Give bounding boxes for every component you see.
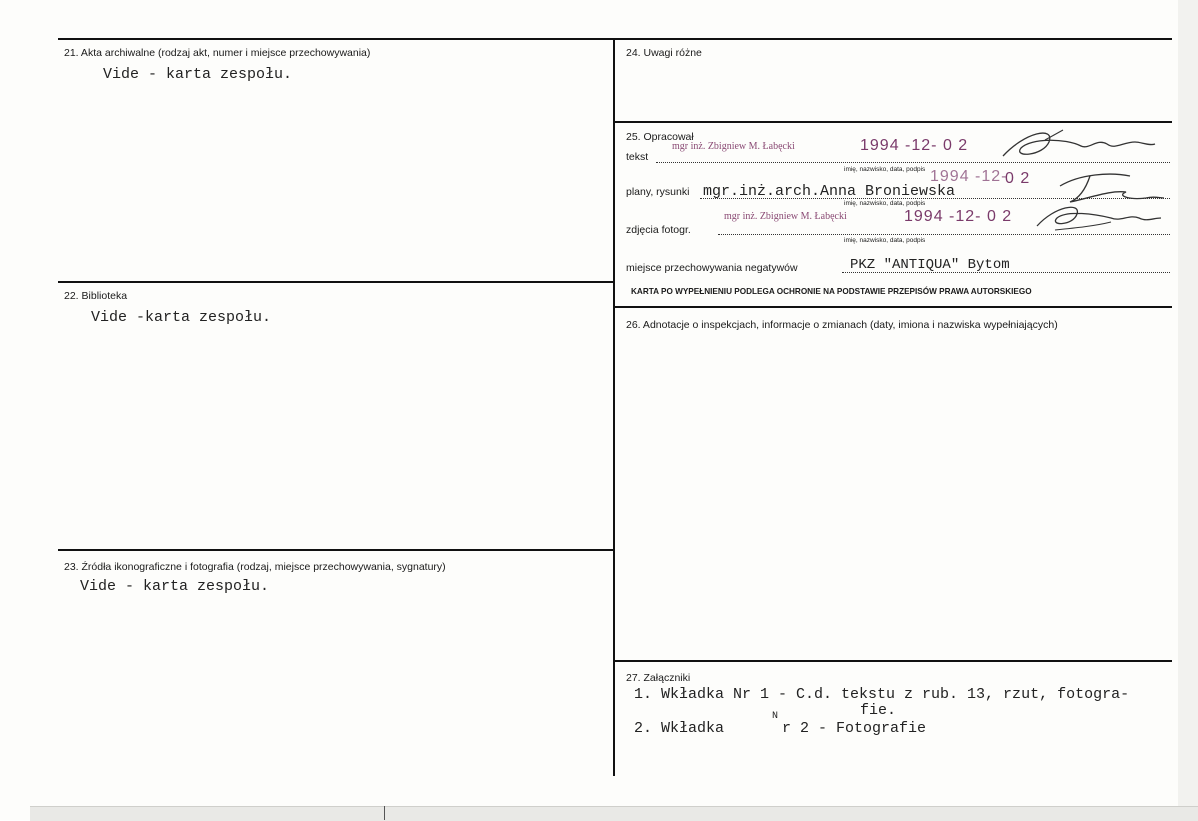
attachment-1: 1. Wkładka Nr 1 - C.d. tekstu z rub. 13, rzut, fotogra- xyxy=(634,686,1130,703)
paper-edge-bottom xyxy=(30,806,1198,821)
signature-tekst xyxy=(985,126,1165,166)
zdjecia-caption: imię, nazwisko, data, podpis xyxy=(844,237,926,244)
section-21-label: 21. Akta archiwalne (rodzaj akt, numer i miejsce przechowywania) xyxy=(64,47,371,59)
negatywy-value: PKZ "ANTIQUA" Bytom xyxy=(850,257,1010,273)
rule-21-22 xyxy=(58,281,613,283)
section-23-value: Vide - karta zespołu. xyxy=(80,578,270,595)
section-22-value: Vide -karta zespołu. xyxy=(91,309,272,326)
section-23-label: 23. Źródła ikonograficzne i fotografia (rodzaj, miejsce przechowywania, sygnatury) xyxy=(64,561,446,573)
section-21-value: Vide - karta zespołu. xyxy=(103,66,293,83)
paper-edge-right xyxy=(1178,0,1198,806)
zdjecia-date-stamp: 1994 -12- 0 2 xyxy=(904,208,1013,225)
section-26-label: 26. Adnotacje o inspekcjach, informacje o zmianach (daty, imiona i nazwiska wypełniających) xyxy=(626,319,1058,331)
negatywy-label: miejsce przechowywania negatywów xyxy=(626,262,798,274)
tekst-label: tekst xyxy=(626,151,649,163)
plany-date-day: 0 2 xyxy=(1005,170,1031,187)
tekst-caption: imię, nazwisko, data, podpis xyxy=(844,166,926,173)
signature-zdjecia xyxy=(1025,200,1165,240)
rule-25-26 xyxy=(615,306,1172,308)
center-divider xyxy=(613,38,615,776)
zdjecia-label: zdjęcia fotogr. xyxy=(626,224,691,236)
section-22-label: 22. Biblioteka xyxy=(64,290,128,302)
attachment-2-prefix: 2. Wkładka xyxy=(634,720,725,737)
plany-label: plany, rysunki xyxy=(626,186,690,198)
tekst-stamp: mgr inż. Zbigniew M. Łabęcki xyxy=(672,141,795,152)
plany-caption: imię, nazwisko, data, podpis xyxy=(844,200,926,207)
rule-26-27 xyxy=(615,660,1172,662)
plany-date-year: 1994 -12- xyxy=(930,168,1008,185)
attachment-2-suffix: r 2 - Fotografie xyxy=(782,720,927,737)
attachment-2-superscript: N xyxy=(772,711,779,722)
rule-22-23 xyxy=(58,549,613,551)
tekst-date-stamp: 1994 -12- 0 2 xyxy=(860,137,969,154)
rule-24-25 xyxy=(615,121,1172,123)
copyright-notice: KARTA PO WYPEŁNIENIU PODLEGA OCHRONIE NA PODSTAWIE PRZEPISÓW PRAWA AUTORSKIEGO xyxy=(631,287,1032,296)
attachment-1-continuation: fie. xyxy=(860,702,897,719)
edge-mark xyxy=(384,806,385,820)
section-24-label: 24. Uwagi różne xyxy=(626,47,702,59)
top-rule xyxy=(58,38,1172,40)
section-25-label: 25. Opracował xyxy=(626,131,694,143)
plany-value: mgr.inż.arch.Anna Broniewska xyxy=(703,183,956,200)
zdjecia-stamp: mgr inż. Zbigniew M. Łabęcki xyxy=(724,211,847,222)
section-27-label: 27. Załączniki xyxy=(626,672,691,684)
